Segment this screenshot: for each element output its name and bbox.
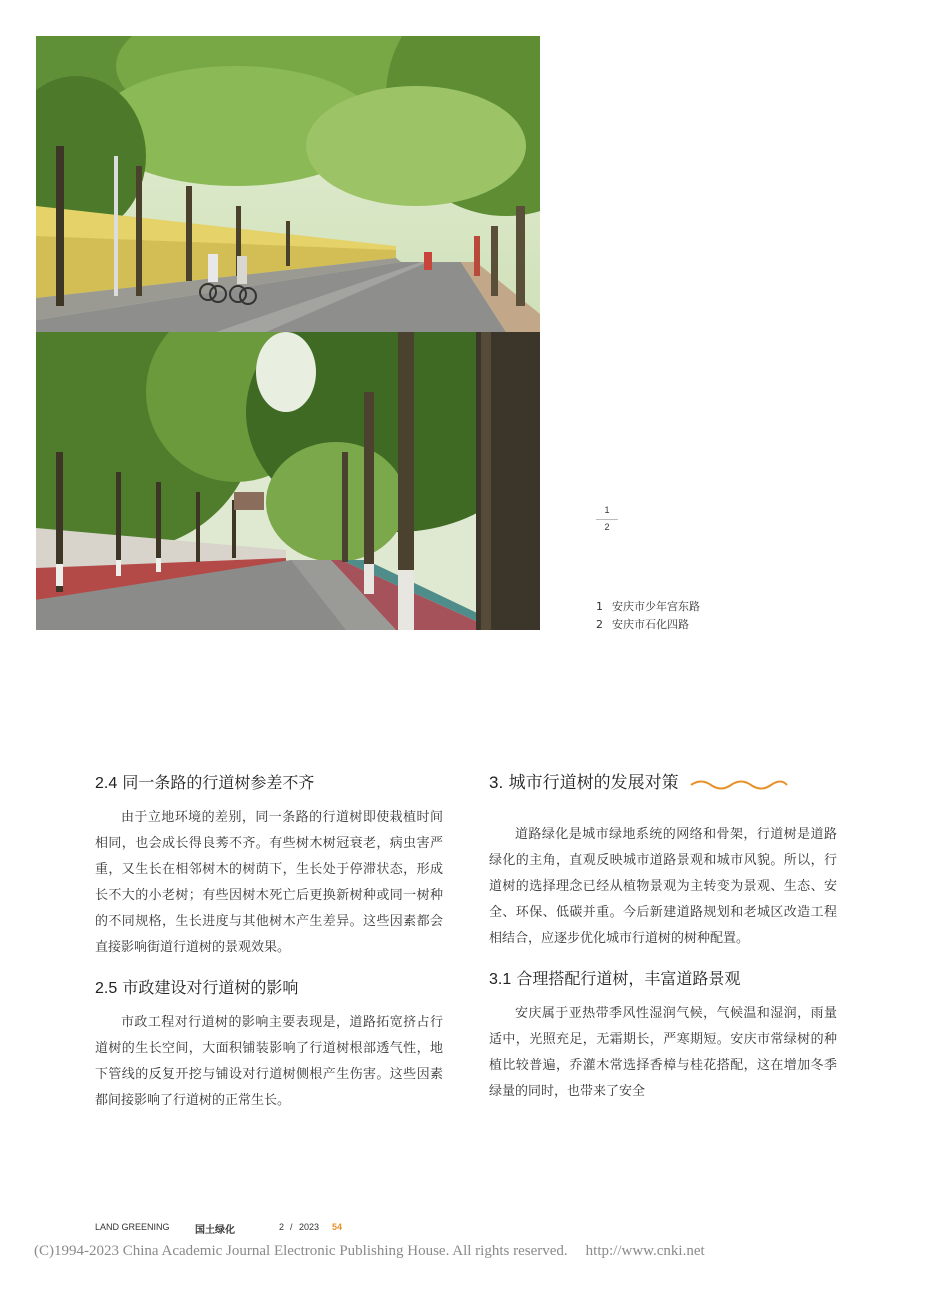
journal-logo-cn: 国土绿化 bbox=[195, 1225, 235, 1236]
issue-separator: / bbox=[290, 1222, 293, 1232]
section-2-5-heading bbox=[95, 975, 443, 1002]
section-title: 同一条路的行道树参差不齐 bbox=[122, 773, 315, 792]
figure-captions bbox=[596, 598, 700, 634]
left-column bbox=[95, 770, 443, 1114]
figure-layout-label bbox=[596, 505, 618, 533]
caption-text: 安庆市石化四路 bbox=[612, 618, 689, 631]
caption-number: 1 bbox=[596, 600, 603, 613]
photo-anqing-shihua-fourth-road bbox=[36, 332, 540, 630]
section-2-4-body: 由于立地环境的差别，同一条路的行道树即使栽植时间相同，也会成长得良莠不齐。有些树木树冠衰老，病虫害严重，又生长在相邻树木的树荫下，生长处于停滞状态，形成长不大的小老树；有些因树木死亡后更换新树种或同一树种的不同规格，生长进度与其他树木产生差异。这些因素都会直接影响街道行道树的景观效果。 bbox=[95, 810, 443, 955]
section-3-heading bbox=[489, 770, 679, 796]
section-number: 2.5 bbox=[95, 980, 118, 997]
caption-1 bbox=[596, 598, 700, 616]
street-photo-icon bbox=[36, 36, 540, 332]
issue-year: 2023 bbox=[299, 1222, 320, 1232]
section-3-1-body: 安庆属于亚热带季风性湿润气候，气候温和湿润，雨量适中，光照充足，无霜期长，严寒期短。安庆市常绿树的种植比较普遍，乔灌木常选择香樟与桂花搭配，这在增加冬季绿量的同时，也带来了安全 bbox=[489, 1006, 837, 1099]
wave-decoration-icon bbox=[689, 778, 789, 792]
street-photo-icon bbox=[36, 332, 540, 630]
section-2-4-heading bbox=[95, 770, 443, 797]
section-3-1-heading bbox=[489, 966, 837, 993]
section-number: 3. bbox=[489, 773, 504, 792]
layout-divider bbox=[596, 519, 618, 520]
caption-number: 2 bbox=[596, 618, 603, 631]
section-number: 3.1 bbox=[489, 971, 512, 988]
section-3-heading-wrap bbox=[489, 770, 679, 796]
layout-label-top: 1 bbox=[604, 505, 610, 515]
layout-label-bottom: 2 bbox=[604, 522, 610, 532]
section-number: 2.4 bbox=[95, 775, 118, 792]
issue-number: 2 bbox=[279, 1222, 285, 1232]
photo-anqing-youth-palace-east-road bbox=[36, 36, 540, 332]
journal-name-en: LAND GREENING bbox=[95, 1222, 170, 1232]
section-title: 城市行道树的发展对策 bbox=[508, 773, 679, 793]
caption-text: 安庆市少年宫东路 bbox=[612, 600, 700, 613]
copyright-text: (C)1994-2023 China Academic Journal Electronic Publishing House. All rights reserved. bbox=[34, 1243, 568, 1259]
right-column bbox=[489, 770, 837, 1105]
section-2-5-body: 市政工程对行道树的影响主要表现是，道路拓宽挤占行道树的生长空间，大面积铺装影响了行道树根部透气性，地下管线的反复开挖与铺设对行道树侧根产生伤害。这些因素都间接影响了行道树的正常生长。 bbox=[95, 1015, 443, 1108]
page-number: 54 bbox=[332, 1222, 343, 1232]
section-title: 市政建设对行道树的影响 bbox=[122, 978, 299, 997]
caption-2 bbox=[596, 616, 700, 634]
copyright-notice bbox=[34, 1243, 705, 1260]
copyright-url[interactable]: http://www.cnki.net bbox=[585, 1243, 705, 1259]
section-title: 合理搭配行道树，丰富道路景观 bbox=[516, 969, 741, 988]
section-3-body: 道路绿化是城市绿地系统的网络和骨架，行道树是道路绿化的主角，直观反映城市道路景观和城市风貌。所以，行道树的选择理念已经从植物景观为主转变为景观、生态、安全、环保、低碳并重。今后新建道路规划和老城区改造工程相结合，应逐步优化城市行道树的树种配置。 bbox=[489, 827, 837, 946]
